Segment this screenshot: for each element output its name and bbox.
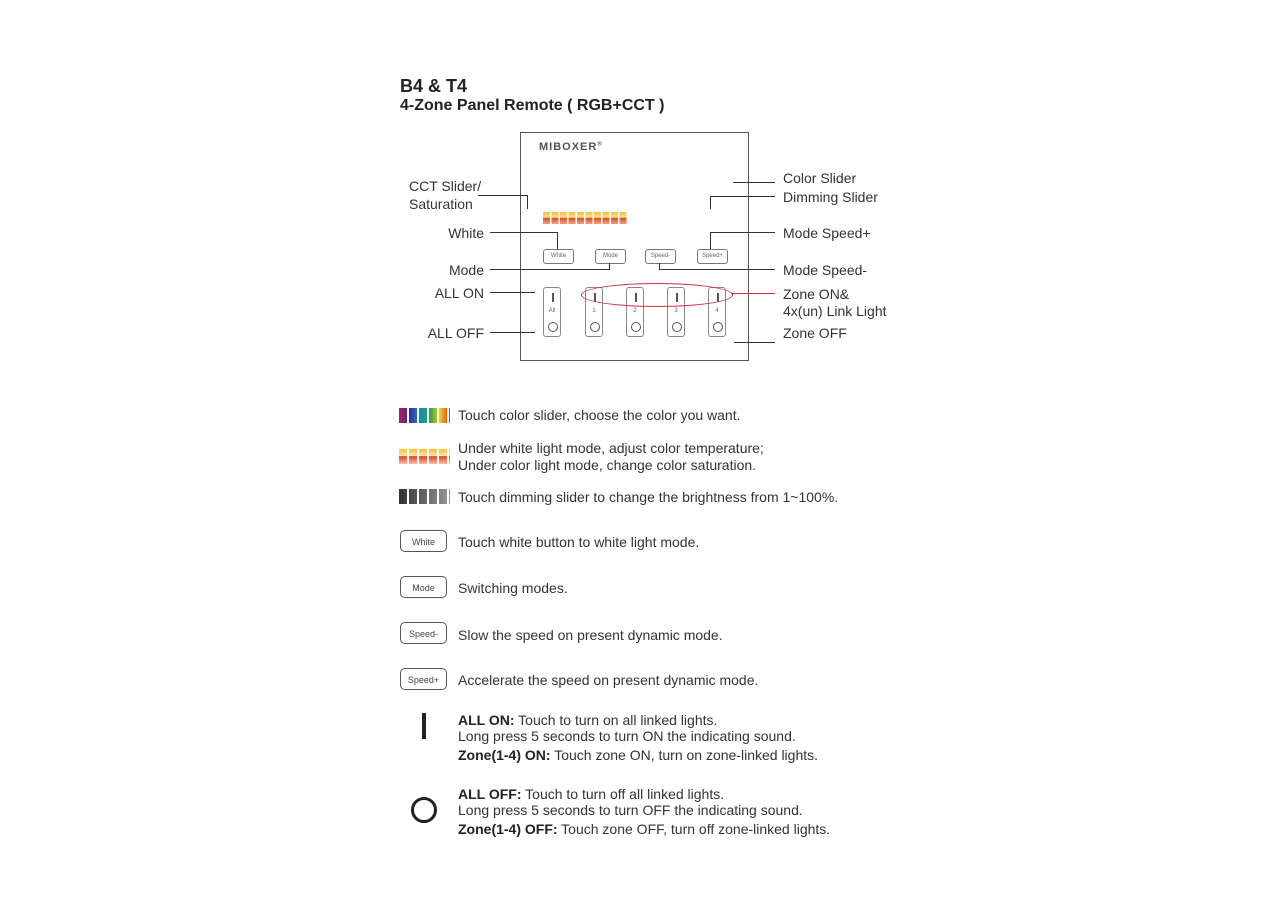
callout-line: [609, 263, 610, 270]
callout-line: [659, 263, 660, 270]
callout-line: [490, 292, 535, 293]
zone-on-highlight-ellipse: [581, 283, 733, 307]
label-all-off: ALL OFF: [427, 325, 484, 341]
on-icon: [552, 293, 554, 302]
panel-white-button: White: [543, 249, 574, 264]
label-mode: Mode: [448, 262, 484, 278]
off-icon: [411, 797, 437, 823]
zone-3: 3: [667, 287, 685, 337]
legend-white-text: Touch white button to white light mode.: [458, 534, 700, 550]
callout-line: [557, 232, 558, 249]
callout-line: [478, 195, 528, 196]
off-icon: [713, 322, 723, 332]
callout-line: [490, 332, 535, 333]
mode-button-icon: Mode: [400, 576, 447, 598]
zone-2: 2: [626, 287, 644, 337]
legend-cct-line1: Under white light mode, adjust color temperature;: [458, 440, 764, 456]
cct-slider-overlay: [543, 212, 627, 224]
miboxer-logo: MIBOXER®: [539, 141, 603, 153]
off-icon: [590, 322, 600, 332]
off-icon: [548, 322, 558, 332]
off-icon: [631, 322, 641, 332]
label-dimming-slider: Dimming Slider: [783, 189, 878, 205]
callout-line: [710, 196, 775, 197]
dimming-slider: [644, 212, 728, 224]
color-slider: [543, 176, 728, 188]
cct-slider-icon: [399, 449, 450, 464]
callout-line: [527, 195, 528, 209]
off-icon: [672, 322, 682, 332]
label-mode-speed-plus: Mode Speed+: [783, 225, 871, 241]
legend-color-slider-text: Touch color slider, choose the color you want.: [458, 407, 741, 423]
label-cct-slider: CCT Slider/: [409, 178, 482, 194]
label-mode-speed-minus: Mode Speed-: [783, 262, 868, 278]
callout-line-red: [731, 293, 775, 294]
label-zone-on: Zone ON&: [783, 286, 850, 302]
all-on-description: ALL ON: Touch to turn on all linked lights. Long press 5 seconds to turn ON the indicating sound. Zone(1-4) ON: Touch zone ON, turn on zone-linked lights.: [458, 712, 819, 763]
callout-line: [710, 232, 775, 233]
callout-line: [710, 232, 711, 249]
legend-speed-minus-text: Slow the speed on present dynamic mode.: [458, 627, 723, 643]
callout-line: [734, 342, 775, 343]
panel-speed-plus-button: Speed+: [697, 249, 728, 264]
document-title: B4 & T4: [400, 76, 468, 96]
label-all-on: ALL ON: [434, 285, 484, 301]
callout-line: [733, 182, 775, 183]
all-off-description: ALL OFF: Touch to turn off all linked lights. Long press 5 seconds to turn OFF the indicating sound. Zone(1-4) OFF: Touch zone OFF, turn off zone-linked lights.: [458, 786, 831, 837]
label-link-light: 4x(un) Link Light: [783, 303, 887, 319]
legend-dimming-text: Touch dimming slider to change the brightness from 1~100%.: [458, 489, 839, 505]
speed-minus-button-icon: Speed-: [400, 622, 447, 644]
document-subtitle: 4-Zone Panel Remote ( RGB+CCT ): [400, 97, 665, 114]
label-zone-off: Zone OFF: [783, 325, 847, 341]
zone-all: All: [543, 287, 561, 337]
panel-mode-button: Mode: [595, 249, 626, 264]
callout-line: [490, 232, 558, 233]
speed-plus-button-icon: Speed+: [400, 668, 447, 690]
color-slider-icon: [399, 408, 450, 423]
label-white: White: [448, 225, 484, 241]
legend-mode-text: Switching modes.: [458, 580, 568, 596]
legend-cct-line2: Under color light mode, change color saturation.: [458, 457, 757, 473]
label-saturation: Saturation: [409, 196, 473, 212]
white-button-icon: White: [400, 530, 447, 552]
label-color-slider: Color Slider: [783, 170, 857, 186]
on-icon: [422, 713, 426, 739]
zone-4: 4: [708, 287, 726, 337]
callout-line: [490, 269, 610, 270]
panel-speed-minus-button: Speed-: [645, 249, 676, 264]
legend-speed-plus-text: Accelerate the speed on present dynamic mode.: [458, 672, 759, 688]
zone-1: 1: [585, 287, 603, 337]
callout-line: [710, 196, 711, 209]
dimming-slider-icon: [399, 489, 450, 504]
callout-line: [659, 269, 775, 270]
